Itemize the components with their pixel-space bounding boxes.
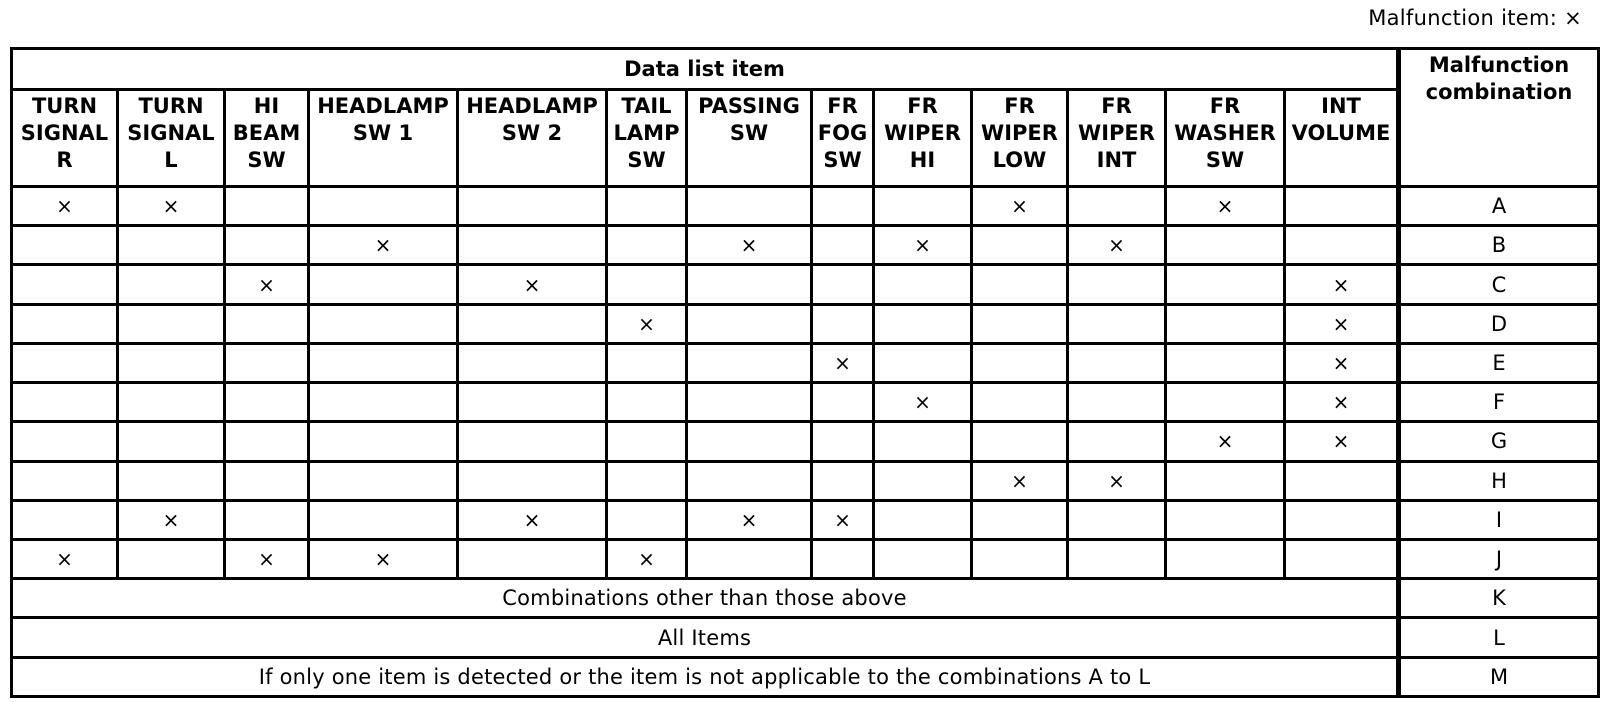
column-header-line: SW 2 [501,121,563,145]
cell-fr-wiper-int [1068,304,1166,343]
cell-tail-lamp-sw [607,500,687,539]
cell-fr-wiper-int [1068,422,1166,461]
header-row-group [12,49,1599,90]
cell-fr-washer-sw [1166,265,1285,304]
cell-int-volume [1285,343,1399,382]
cell-fr-wiper-int [1068,461,1166,500]
cell-tail-lamp-sw [607,383,687,422]
cell-headlamp-sw-1 [309,500,458,539]
column-header-line: SW [1205,148,1245,172]
cell-fr-wiper-hi [874,304,972,343]
malfunction-mark: × [834,507,851,532]
column-header-line: WASHER [1174,121,1276,145]
column-header-line: FR [1004,94,1035,118]
cell-headlamp-sw-1 [309,304,458,343]
table-body [12,187,1599,697]
column-header-line: L [164,148,178,172]
cell-fr-wiper-hi [874,422,972,461]
malfunction-mark: × [1332,350,1350,375]
cell-fr-washer-sw [1166,461,1285,500]
cell-fr-wiper-int [1068,226,1166,265]
cell-turn-signal-l [118,500,225,539]
cell-fr-washer-sw [1166,226,1285,265]
column-header-line: SW [729,121,769,145]
cell-headlamp-sw-2 [458,265,607,304]
column-header-turn-signal-l [118,90,225,187]
cell-headlamp-sw-1 [309,422,458,461]
malfunction-mark: × [914,233,931,258]
cell-passing-sw [687,226,812,265]
cell-turn-signal-l [118,539,225,578]
cell-passing-sw [687,265,812,304]
column-header-line: INT [1321,94,1361,118]
malfunction-mark: × [1216,429,1234,454]
combination-label: A [1399,187,1599,226]
cell-fr-fog-sw [812,539,874,578]
summary-description: Combinations other than those above [12,579,1399,618]
cell-turn-signal-r [12,343,118,382]
cell-fr-wiper-int [1068,383,1166,422]
column-header-int-volume [1285,90,1399,187]
cell-fr-washer-sw [1166,304,1285,343]
column-header-line: SIGNAL [127,121,215,145]
table-row [12,343,1599,382]
cell-fr-washer-sw [1166,500,1285,539]
cell-headlamp-sw-2 [458,422,607,461]
cell-fr-washer-sw [1166,187,1285,226]
cell-fr-washer-sw [1166,422,1285,461]
malfunction-mark: × [374,547,392,572]
cell-fr-wiper-int [1068,265,1166,304]
column-header-line: LAMP [613,121,680,145]
cell-fr-wiper-int [1068,343,1166,382]
combination-label: M [1399,657,1599,696]
cell-turn-signal-l [118,187,225,226]
column-header-line: WIPER [884,121,961,145]
malfunction-mark: × [1332,390,1350,415]
cell-fr-wiper-hi [874,265,972,304]
malfunction-mark: × [258,272,275,297]
table-row [12,226,1599,265]
cell-turn-signal-r [12,187,118,226]
combination-label: E [1399,343,1599,382]
cell-fr-wiper-low [972,226,1068,265]
column-header-line: FR [1209,94,1241,118]
summary-description: If only one item is detected or the item is not applicable to the combinations A to L [12,657,1399,696]
malfunction-mark: × [1011,194,1028,219]
cell-turn-signal-r [12,304,118,343]
malfunction-mark: × [523,507,541,532]
cell-int-volume [1285,539,1399,578]
cell-fr-fog-sw [812,343,874,382]
cell-turn-signal-r [12,226,118,265]
cell-passing-sw [687,187,812,226]
table-row-summary [12,579,1599,618]
cell-fr-wiper-low [972,500,1068,539]
data-list-item-header: Data list item [12,49,1399,90]
cell-turn-signal-l [118,265,225,304]
column-header-line: SW [823,148,862,172]
cell-headlamp-sw-1 [309,265,458,304]
cell-fr-fog-sw [812,383,874,422]
column-header-line: R [56,148,73,172]
cell-headlamp-sw-1 [309,461,458,500]
cell-hi-beam-sw [225,539,309,578]
cell-passing-sw [687,500,812,539]
cell-fr-wiper-hi [874,461,972,500]
cell-hi-beam-sw [225,304,309,343]
column-header-fr-wiper-low [972,90,1068,187]
combination-label: B [1399,226,1599,265]
cell-tail-lamp-sw [607,187,687,226]
cell-hi-beam-sw [225,187,309,226]
column-header-line: HEADLAMP [317,94,449,118]
cell-fr-wiper-hi [874,187,972,226]
table-row [12,304,1599,343]
malfunction-mark: × [1332,272,1350,297]
cell-fr-wiper-hi [874,383,972,422]
cell-headlamp-sw-2 [458,383,607,422]
cell-turn-signal-r [12,422,118,461]
cell-turn-signal-l [118,383,225,422]
cell-int-volume [1285,187,1399,226]
cell-tail-lamp-sw [607,461,687,500]
column-header-line: VOLUME [1291,121,1391,145]
column-header-line: SW [627,148,666,172]
combination-label: K [1399,579,1599,618]
column-header-headlamp-sw-2 [458,90,607,187]
malfunction-mark: × [162,507,180,532]
combination-label: I [1399,500,1599,539]
cell-passing-sw [687,461,812,500]
malfunction-mark: × [162,194,180,219]
malfunction-mark: × [374,233,392,258]
cell-int-volume [1285,500,1399,539]
cell-int-volume [1285,226,1399,265]
cell-turn-signal-l [118,461,225,500]
column-header-line: INT [1096,148,1137,172]
malfunction-mark: × [1108,468,1125,493]
table-row [12,422,1599,461]
malfunction-mark: × [834,350,851,375]
malfunction-mark: × [1332,429,1350,454]
malfunction-mark: × [1108,233,1125,258]
malfunction-mark: × [1216,194,1234,219]
cell-headlamp-sw-1 [309,226,458,265]
summary-description: All Items [12,618,1399,657]
legend-label: Malfunction item: [1368,6,1558,30]
cell-fr-wiper-hi [874,343,972,382]
legend-mark: × [1564,6,1582,30]
cell-tail-lamp-sw [607,539,687,578]
column-header-line: FR [1101,94,1132,118]
cell-turn-signal-l [118,226,225,265]
combination-label: L [1399,618,1599,657]
cell-hi-beam-sw [225,343,309,382]
cell-headlamp-sw-1 [309,343,458,382]
cell-fr-wiper-int [1068,187,1166,226]
cell-turn-signal-r [12,539,118,578]
column-header-fr-wiper-int [1068,90,1166,187]
cell-hi-beam-sw [225,461,309,500]
cell-fr-fog-sw [812,265,874,304]
column-header-headlamp-sw-1 [309,90,458,187]
cell-int-volume [1285,265,1399,304]
column-header-line: TURN [31,94,98,118]
malfunction-mark: × [914,390,931,415]
malfunction-mark: × [740,507,758,532]
cell-fr-fog-sw [812,187,874,226]
cell-headlamp-sw-2 [458,226,607,265]
cell-fr-wiper-low [972,422,1068,461]
column-header-fr-wiper-hi [874,90,972,187]
column-header-line: SIGNAL [20,121,109,145]
combination-label: H [1399,461,1599,500]
column-header-turn-signal-r [12,90,118,187]
cell-fr-fog-sw [812,304,874,343]
cell-tail-lamp-sw [607,304,687,343]
cell-int-volume [1285,461,1399,500]
cell-hi-beam-sw [225,500,309,539]
table-row [12,461,1599,500]
column-header-hi-beam-sw [225,90,309,187]
cell-headlamp-sw-2 [458,539,607,578]
cell-fr-wiper-int [1068,539,1166,578]
cell-turn-signal-l [118,343,225,382]
malfunction-combination-header-line: combination [1425,80,1573,104]
cell-turn-signal-r [12,383,118,422]
malfunction-mark: × [1011,468,1028,493]
cell-fr-wiper-hi [874,226,972,265]
column-header-line: TURN [138,94,204,118]
malfunction-mark: × [1332,311,1350,336]
combination-label: D [1399,304,1599,343]
cell-fr-wiper-low [972,265,1068,304]
column-header-fr-washer-sw [1166,90,1285,187]
cell-headlamp-sw-1 [309,187,458,226]
table-row [12,383,1599,422]
cell-tail-lamp-sw [607,343,687,382]
cell-hi-beam-sw [225,383,309,422]
malfunction-mark: × [258,547,275,572]
cell-tail-lamp-sw [607,226,687,265]
cell-turn-signal-l [118,304,225,343]
cell-turn-signal-r [12,461,118,500]
cell-hi-beam-sw [225,265,309,304]
cell-fr-wiper-hi [874,500,972,539]
column-header-line: FOG [817,121,868,145]
column-header-line: WIPER [981,121,1058,145]
cell-hi-beam-sw [225,226,309,265]
cell-fr-fog-sw [812,461,874,500]
table-row [12,265,1599,304]
cell-headlamp-sw-2 [458,343,607,382]
cell-turn-signal-r [12,265,118,304]
cell-fr-wiper-low [972,304,1068,343]
column-header-line: SW 1 [352,121,414,145]
cell-fr-fog-sw [812,226,874,265]
cell-turn-signal-r [12,500,118,539]
cell-headlamp-sw-1 [309,383,458,422]
column-header-passing-sw [687,90,812,187]
column-header-line: BEAM [232,121,301,145]
malfunction-combination-header [1399,49,1599,187]
malfunction-mark: × [523,272,541,297]
cell-fr-wiper-int [1068,500,1166,539]
column-header-line: HI [253,94,280,118]
cell-fr-washer-sw [1166,383,1285,422]
cell-passing-sw [687,304,812,343]
cell-passing-sw [687,383,812,422]
column-header-line: TAIL [621,94,672,118]
cell-fr-wiper-low [972,461,1068,500]
legend [1368,6,1582,30]
combination-label: J [1399,539,1599,578]
malfunction-combination-table [10,47,1600,698]
column-header-line: WIPER [1078,121,1155,145]
cell-fr-wiper-low [972,187,1068,226]
cell-headlamp-sw-2 [458,500,607,539]
malfunction-combination-header-line: Malfunction [1428,53,1570,77]
cell-fr-washer-sw [1166,343,1285,382]
cell-fr-wiper-low [972,539,1068,578]
column-header-tail-lamp-sw [607,90,687,187]
column-header-line: LOW [992,148,1047,172]
cell-passing-sw [687,539,812,578]
table-row [12,539,1599,578]
column-header-line: FR [827,94,858,118]
malfunction-mark: × [56,547,73,572]
combination-label: C [1399,265,1599,304]
cell-fr-fog-sw [812,500,874,539]
cell-passing-sw [687,343,812,382]
malfunction-mark: × [638,547,655,572]
table-row [12,187,1599,226]
cell-int-volume [1285,422,1399,461]
combination-label: G [1399,422,1599,461]
cell-fr-washer-sw [1166,539,1285,578]
cell-hi-beam-sw [225,422,309,461]
cell-int-volume [1285,304,1399,343]
column-header-fr-fog-sw [812,90,874,187]
cell-tail-lamp-sw [607,265,687,304]
cell-turn-signal-l [118,422,225,461]
cell-fr-wiper-low [972,343,1068,382]
column-header-line: FR [907,94,938,118]
malfunction-mark: × [638,311,655,336]
cell-headlamp-sw-1 [309,539,458,578]
cell-headlamp-sw-2 [458,461,607,500]
cell-headlamp-sw-2 [458,304,607,343]
cell-fr-wiper-low [972,383,1068,422]
cell-tail-lamp-sw [607,422,687,461]
header-row-columns [12,90,1599,187]
table-row [12,500,1599,539]
combination-label: F [1399,383,1599,422]
column-header-line: PASSING [698,94,800,118]
table-row-summary [12,657,1599,696]
cell-int-volume [1285,383,1399,422]
cell-fr-fog-sw [812,422,874,461]
table-row-summary [12,618,1599,657]
cell-headlamp-sw-2 [458,187,607,226]
column-header-line: HI [909,148,936,172]
cell-fr-wiper-hi [874,539,972,578]
malfunction-mark: × [56,194,73,219]
column-header-line: HEADLAMP [466,94,598,118]
malfunction-mark: × [740,233,758,258]
column-header-line: SW [247,148,286,172]
cell-passing-sw [687,422,812,461]
